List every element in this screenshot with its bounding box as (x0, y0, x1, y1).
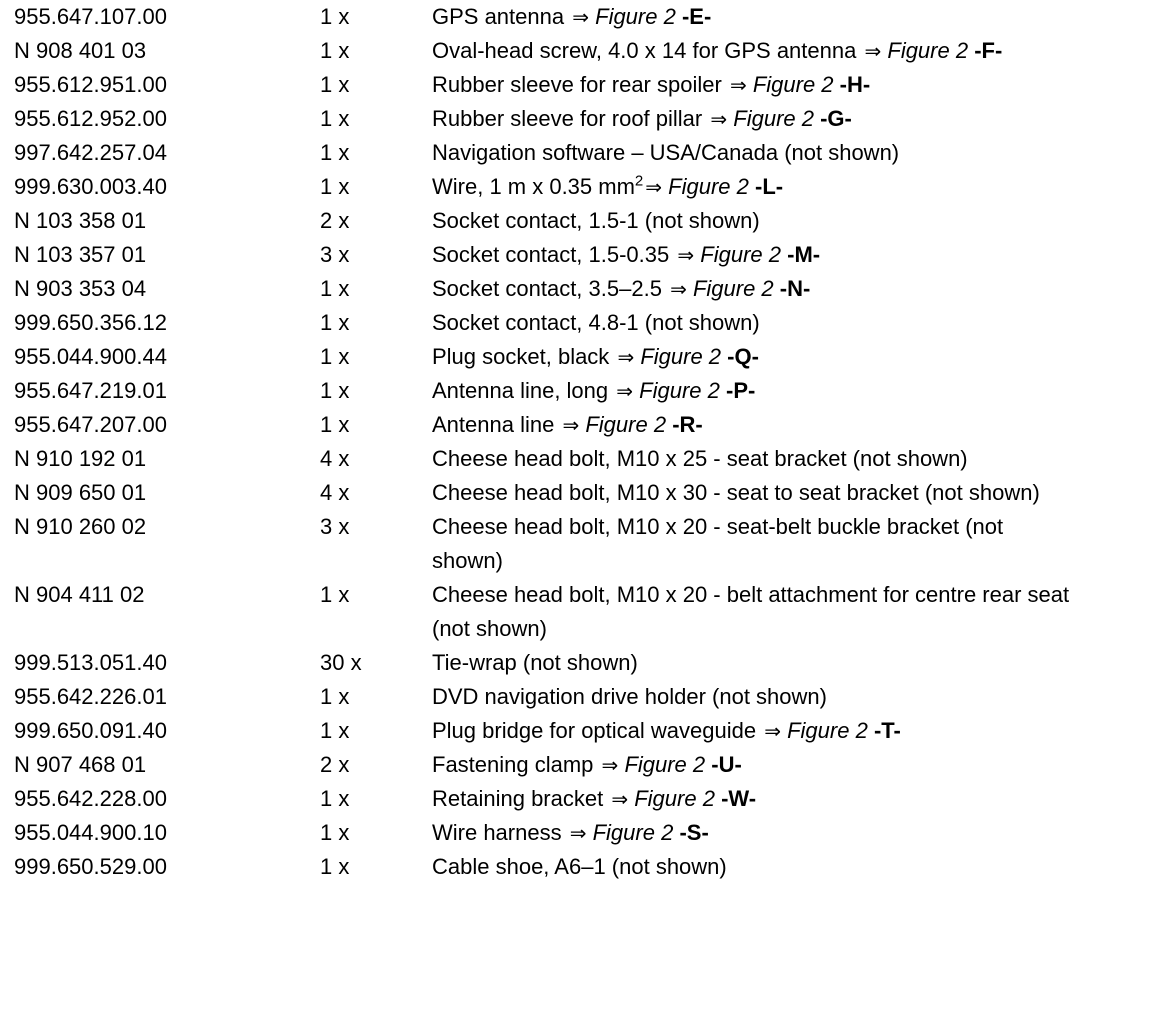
description-text: Socket contact, 1.5-1 (not shown) (432, 208, 760, 233)
table-row (0, 646, 1152, 680)
description (432, 714, 1152, 748)
part-number: 955.044.900.44 (14, 344, 167, 369)
table-row (0, 272, 1152, 306)
quantity: 1 x (320, 106, 350, 131)
reference-arrow-icon: ⇒ (601, 753, 619, 777)
description (432, 850, 1152, 884)
description-text: Oval-head screw, 4.0 x 14 for GPS antenna (432, 38, 857, 63)
table-row (0, 680, 1152, 714)
table-row (0, 510, 1152, 578)
description-text: Cheese head bolt, M10 x 20 - seat-belt buckle bracket (not (432, 514, 1004, 539)
quantity: 3 x (320, 242, 350, 267)
description (432, 68, 1152, 102)
reference-arrow-icon: ⇒ (611, 787, 629, 811)
part-number: 955.647.219.01 (14, 378, 167, 403)
description-text: Plug bridge for optical waveguide (432, 718, 757, 743)
description-text: Antenna line, long (432, 378, 609, 403)
description-text: Rubber sleeve for roof pillar (432, 106, 703, 131)
reference-arrow-icon: ⇒ (677, 243, 695, 267)
table-row (0, 306, 1152, 340)
figure-reference: Figure 2 (595, 4, 676, 29)
reference-arrow-icon: ⇒ (864, 39, 882, 63)
figure-letter: -S- (679, 820, 709, 845)
table-row (0, 0, 1152, 34)
description (432, 204, 1152, 238)
part-number: N 908 401 03 (14, 38, 147, 63)
description (432, 748, 1152, 782)
description-text-continued: (not shown) (432, 616, 547, 641)
quantity: 1 x (320, 344, 350, 369)
description-text: GPS antenna (432, 4, 565, 29)
part-number: N 103 358 01 (14, 208, 147, 233)
quantity: 30 x (320, 650, 362, 675)
description (432, 34, 1152, 68)
quantity: 1 x (320, 820, 350, 845)
reference-arrow-icon: ⇒ (572, 5, 589, 29)
figure-reference: Figure 2 (634, 786, 715, 811)
figure-reference: Figure 2 (692, 276, 774, 301)
table-row (0, 748, 1152, 782)
quantity: 1 x (320, 378, 350, 403)
part-number: 955.044.900.10 (14, 820, 167, 845)
figure-reference: Figure 2 (752, 72, 834, 97)
description-text: Plug socket, black (432, 344, 610, 369)
description (432, 510, 1152, 578)
reference-arrow-icon: ⇒ (764, 719, 781, 743)
description-text: Wire, 1 m x 0.35 mm (432, 174, 635, 199)
figure-reference: Figure 2 (733, 106, 814, 131)
description-text-continued: shown) (432, 548, 503, 573)
reference-arrow-icon: ⇒ (710, 107, 728, 131)
figure-letter: -T- (873, 718, 901, 743)
part-number: 999.513.051.40 (14, 650, 167, 675)
table-row (0, 816, 1152, 850)
description (432, 578, 1152, 646)
figure-reference: Figure 2 (592, 820, 674, 845)
description-text: DVD navigation drive holder (not shown) (432, 684, 827, 709)
figure-letter: -U- (711, 752, 742, 777)
table-row (0, 68, 1152, 102)
figure-letter: -L- (755, 174, 784, 199)
part-number: N 907 468 01 (14, 752, 147, 777)
reference-arrow-icon: ⇒ (569, 821, 587, 845)
part-number: N 910 192 01 (14, 446, 147, 471)
figure-reference: Figure 2 (639, 378, 720, 403)
figure-letter: -M- (787, 242, 821, 267)
description (432, 646, 1152, 680)
description-text: Cheese head bolt, M10 x 25 - seat bracket (not shown) (432, 446, 968, 471)
table-row (0, 374, 1152, 408)
description (432, 170, 1152, 204)
part-number: 999.650.091.40 (14, 718, 167, 743)
quantity: 1 x (320, 310, 350, 335)
figure-reference: Figure 2 (887, 38, 969, 63)
table-row (0, 850, 1152, 884)
description-text: Cheese head bolt, M10 x 30 - seat to seat bracket (not shown) (432, 480, 1040, 505)
table-row (0, 340, 1152, 374)
description-text: Socket contact, 1.5-0.35 (432, 242, 670, 267)
reference-arrow-icon: ⇒ (616, 379, 634, 403)
table-row (0, 442, 1152, 476)
part-number: 955.647.107.00 (14, 4, 167, 29)
part-number: N 909 650 01 (14, 480, 147, 505)
part-number: 999.650.529.00 (14, 854, 167, 879)
part-number: 955.612.952.00 (14, 106, 167, 131)
quantity: 1 x (320, 412, 350, 437)
description (432, 782, 1152, 816)
part-number: 955.647.207.00 (14, 412, 167, 437)
quantity: 1 x (320, 38, 350, 63)
table-row (0, 714, 1152, 748)
description-text: Navigation software – USA/Canada (not shown) (432, 140, 900, 165)
figure-letter: -G- (820, 106, 852, 131)
figure-letter: -F- (974, 38, 1003, 63)
quantity: 1 x (320, 72, 350, 97)
description (432, 136, 1152, 170)
description-text: Retaining bracket (432, 786, 604, 811)
description-text: Socket contact, 3.5–2.5 (432, 276, 662, 301)
part-number: 999.650.356.12 (14, 310, 167, 335)
description (432, 272, 1152, 306)
figure-letter: -Q- (727, 344, 759, 369)
figure-letter: -E- (681, 4, 712, 29)
reference-arrow-icon: ⇒ (729, 73, 747, 97)
description-text: Wire harness (432, 820, 562, 845)
table-row (0, 102, 1152, 136)
description-text: Cheese head bolt, M10 x 20 - belt attachment for centre rear seat (432, 582, 1070, 607)
superscript: 2 (634, 172, 644, 190)
description (432, 816, 1152, 850)
description (432, 0, 1152, 34)
quantity: 3 x (320, 514, 350, 539)
description (432, 340, 1152, 374)
quantity: 1 x (320, 174, 350, 199)
description (432, 442, 1152, 476)
reference-arrow-icon: ⇒ (617, 345, 635, 369)
part-number: N 910 260 02 (14, 514, 147, 539)
table-row (0, 204, 1152, 238)
description (432, 476, 1152, 510)
quantity: 4 x (320, 480, 350, 505)
description-text: Fastening clamp (432, 752, 594, 777)
part-number: 955.612.951.00 (14, 72, 167, 97)
part-number: 999.630.003.40 (14, 174, 167, 199)
quantity: 1 x (320, 276, 350, 301)
figure-reference: Figure 2 (668, 174, 749, 199)
table-row (0, 238, 1152, 272)
description-text: Tie-wrap (not shown) (432, 650, 638, 675)
quantity: 4 x (320, 446, 350, 471)
quantity: 1 x (320, 582, 350, 607)
figure-reference: Figure 2 (585, 412, 667, 437)
part-number: N 904 411 02 (14, 582, 145, 607)
figure-letter: -P- (726, 378, 756, 403)
part-number: N 903 353 04 (14, 276, 147, 301)
description-text: Antenna line (432, 412, 555, 437)
description-text: Rubber sleeve for rear spoiler (432, 72, 722, 97)
table-row (0, 408, 1152, 442)
quantity: 1 x (320, 854, 350, 879)
quantity: 1 x (320, 4, 350, 29)
part-number: 955.642.228.00 (14, 786, 167, 811)
description-text: Socket contact, 4.8-1 (not shown) (432, 310, 760, 335)
description-text: Cable shoe, A6–1 (not shown) (432, 854, 727, 879)
description (432, 408, 1152, 442)
table-row (0, 782, 1152, 816)
figure-reference: Figure 2 (787, 718, 868, 743)
part-number: N 103 357 01 (14, 242, 147, 267)
figure-reference: Figure 2 (624, 752, 706, 777)
part-number: 997.642.257.04 (14, 140, 167, 165)
figure-letter: -R- (672, 412, 703, 437)
table-row (0, 476, 1152, 510)
description (432, 238, 1152, 272)
table-row (0, 136, 1152, 170)
description (432, 102, 1152, 136)
description (432, 680, 1152, 714)
quantity: 1 x (320, 684, 350, 709)
quantity: 1 x (320, 718, 350, 743)
description (432, 374, 1152, 408)
quantity: 1 x (320, 140, 350, 165)
table-row (0, 578, 1152, 646)
reference-arrow-icon: ⇒ (645, 175, 663, 199)
figure-letter: -H- (839, 72, 871, 97)
figure-letter: -W- (721, 786, 757, 811)
figure-reference: Figure 2 (700, 242, 781, 267)
quantity: 1 x (320, 786, 350, 811)
description (432, 306, 1152, 340)
quantity: 2 x (320, 208, 350, 233)
figure-reference: Figure 2 (640, 344, 722, 369)
reference-arrow-icon: ⇒ (562, 413, 580, 437)
table-row (0, 34, 1152, 68)
table-row (0, 170, 1152, 204)
part-number: 955.642.226.01 (14, 684, 167, 709)
figure-letter: -N- (779, 276, 811, 301)
quantity: 2 x (320, 752, 350, 777)
reference-arrow-icon: ⇒ (670, 277, 687, 301)
